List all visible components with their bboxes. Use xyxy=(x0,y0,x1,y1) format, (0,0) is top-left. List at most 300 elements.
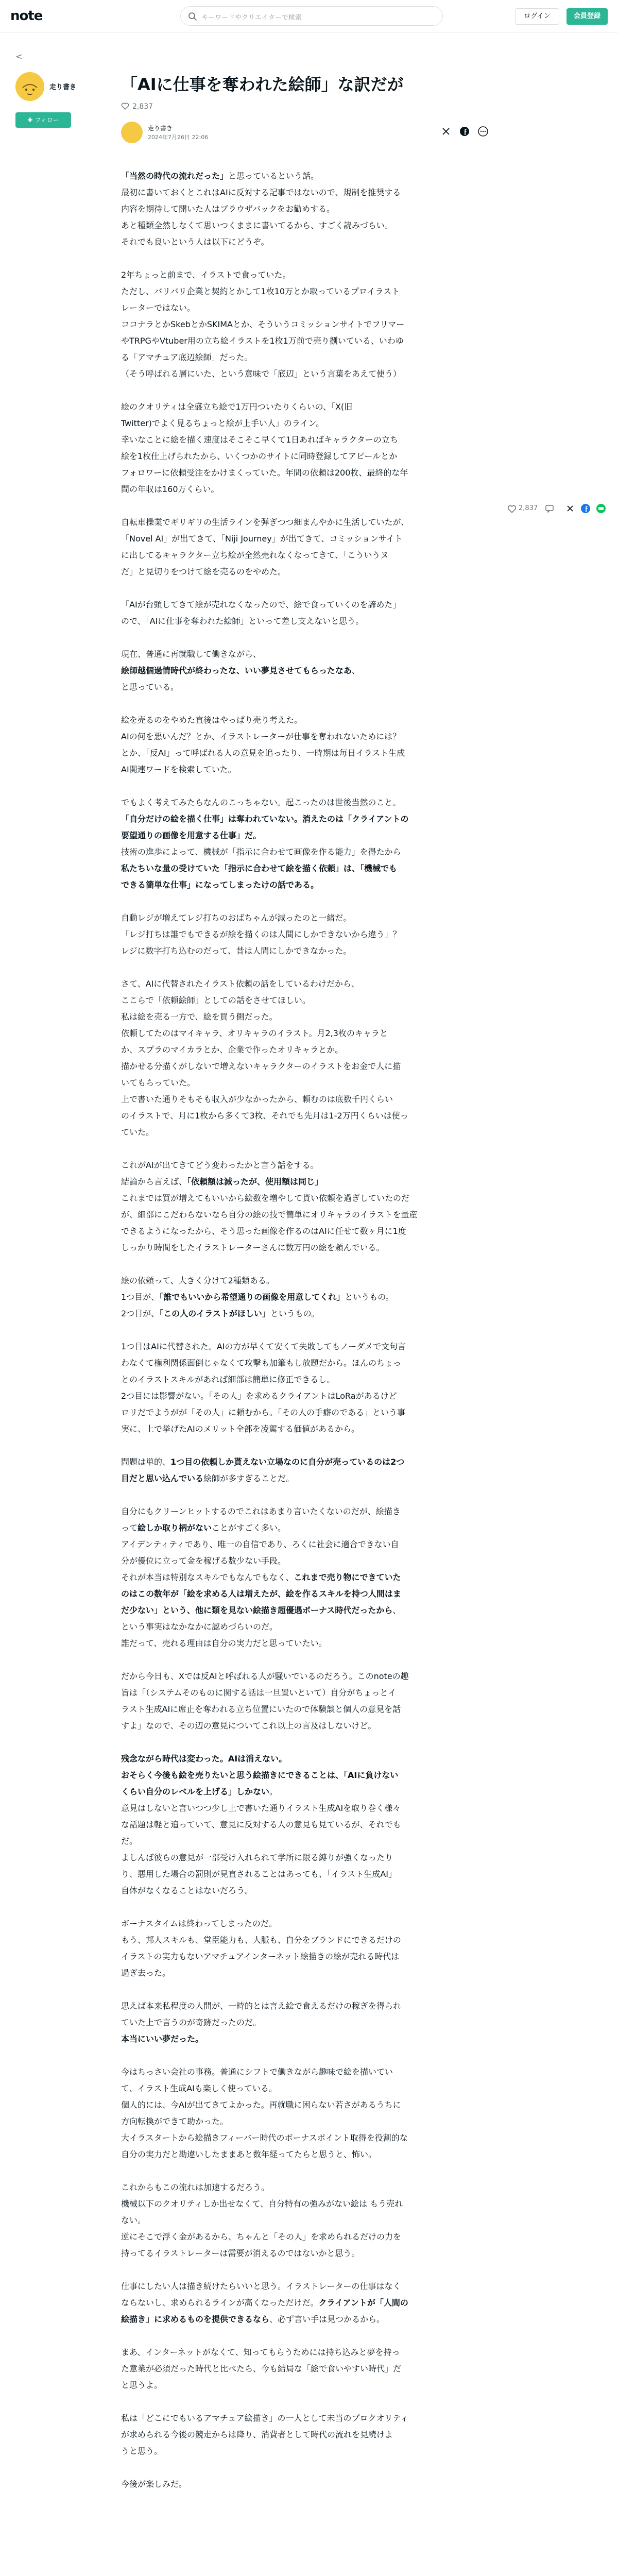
body-text: 仕事にしたい人は描き続けたらいいと思う。イラストレーターの仕事はなく xyxy=(121,2281,401,2291)
body-text: 誰だって、売れる理由は自分の実力だと思っていたい。 xyxy=(121,1638,327,1648)
share-icons xyxy=(440,126,497,137)
paragraph-line xyxy=(121,2097,497,2113)
article-paragraph xyxy=(121,1338,497,1437)
paragraph-line xyxy=(121,761,497,778)
paragraph-line xyxy=(121,745,497,761)
body-text: て、イラスト生成AIも楽しく使っている。 xyxy=(121,2083,277,2093)
body-text: 私は「どこにでもいるアマチュア絵描き」の一人として未当のプロクオリティ xyxy=(121,2413,408,2423)
facebook-icon[interactable] xyxy=(580,503,591,514)
paragraph-line xyxy=(121,2064,497,2080)
body-text: 持ってるイラストレーターは需要が消えるのではないかと思う。 xyxy=(121,2248,360,2258)
paragraph-line xyxy=(121,1965,497,1981)
emphasized-text: 私たちいな量の受けていた「指示に合わせて絵を描く依頼」は、「機械でも xyxy=(121,863,398,873)
paragraph-line xyxy=(121,2278,497,2295)
body-text: 絵師が多すぎることだ。 xyxy=(203,1473,295,1483)
emphasized-text: 「誰でもいいから希望通りの画像を用意してくれ」 xyxy=(159,1292,345,1302)
paragraph-line xyxy=(121,481,497,498)
body-text: 意見はしないと言いつつ少し上で書いた通りイラスト生成AIを取り巻く様々 xyxy=(121,1803,401,1813)
body-text: フォロワーに依頼受注をかけまくっていた。年間の依頼は200枚、最終的な年 xyxy=(121,468,408,478)
article-paragraph xyxy=(121,646,497,696)
paragraph-line xyxy=(121,1998,497,2014)
like-count: 2,837 xyxy=(132,103,153,111)
article-paragraph xyxy=(121,597,497,630)
body-text: ロリだでようがが「その人」に頼むから。「その人の手癖のである」という事 xyxy=(121,1408,406,1417)
emphasized-text: 要望通りの画像を用意する仕事」だ。 xyxy=(121,831,262,840)
body-text: ココナラとかSkebとかSKIMAとか、そういうコミッションサイトでフリマー xyxy=(121,319,405,329)
body-text: とのイラストスキルがあれば細部は簡単に修正できるし。 xyxy=(121,1375,335,1384)
paragraph-line xyxy=(121,679,497,696)
author-avatar[interactable] xyxy=(121,122,143,143)
paragraph-line xyxy=(121,531,497,547)
paragraph-line xyxy=(121,1751,497,1767)
paragraph-line xyxy=(121,1042,497,1058)
paragraph-line xyxy=(121,811,497,827)
paragraph-line xyxy=(121,2080,497,2097)
body-text: 絵の依頼って、大きく分けて2種類ある。 xyxy=(121,1276,274,1285)
body-text: わなくて権利関係面倒じゃなくて攻撃も加筆もし放題だから。ほんのちょっ xyxy=(121,1358,402,1368)
body-text: 私は絵を売る一方で、絵を買う側だった。 xyxy=(121,1012,278,1022)
article xyxy=(121,72,497,2509)
paragraph-line xyxy=(121,283,497,300)
paragraph-line xyxy=(121,1075,497,1091)
login-button[interactable]: ログイン xyxy=(515,8,559,25)
paragraph-line xyxy=(121,1454,497,1470)
paragraph-line xyxy=(121,1273,497,1289)
body-text: ここらで「依頼絵師」としての話をさせてほしい。 xyxy=(121,995,311,1005)
body-text: 大イラスタートから絵描きフィーバー時代のボーナスポイント取得を役割的な xyxy=(121,2133,408,2143)
paragraph-line xyxy=(121,1536,497,1553)
body-text: 旨は「（システムそのものに関する話は一旦置いといて）自分がちょっとイ xyxy=(121,1688,397,1698)
paragraph-line xyxy=(121,2245,497,2262)
body-text: というもの。 xyxy=(345,1292,394,1302)
body-text: と思っている。 xyxy=(121,682,179,692)
publish-date: 2024年7月26日 22:06 xyxy=(148,134,209,141)
paragraph-line xyxy=(121,1174,497,1190)
article-paragraph xyxy=(121,1916,497,1981)
paragraph-line xyxy=(121,2410,497,2427)
body-text: 1つ目が、 xyxy=(121,1292,160,1302)
body-text: 自動レジが増えてレジ打ちのおばちゃんが減ったのと一緒だ。 xyxy=(121,913,352,923)
paragraph-line xyxy=(121,1371,497,1388)
body-text: いてもらっていた。 xyxy=(121,1078,196,1088)
paragraph-line xyxy=(121,415,497,432)
paragraph-line xyxy=(121,1108,497,1124)
body-text: 2つ目が、 xyxy=(121,1309,160,1318)
body-text: これがAIが出てきてどう変わったかと言う話をする。 xyxy=(121,1160,319,1170)
article-paragraph xyxy=(121,2476,497,2493)
body-text: まあ、インターネットがなくて、知ってもらうためには持ち込みと夢を持っ xyxy=(121,2347,400,2357)
body-text: うと思う。 xyxy=(121,2446,163,2456)
body-text: すよ」なので、その辺の意見についてこれ以上の言及はしないけど。 xyxy=(121,1721,376,1731)
paragraph-line xyxy=(121,2377,497,2394)
paragraph-line xyxy=(121,2311,497,2328)
creator-name[interactable]: 走り書き xyxy=(49,83,77,91)
paragraph-line xyxy=(121,1355,497,1371)
paragraph-line xyxy=(121,514,497,531)
paragraph-line xyxy=(121,1784,497,1800)
heart-icon[interactable] xyxy=(507,504,517,514)
paragraph-line xyxy=(121,1388,497,1404)
body-text: と思うよ。 xyxy=(121,2380,163,2390)
paragraph-line xyxy=(121,2427,497,2443)
body-text: 間の年収は160万くらい。 xyxy=(121,484,219,494)
body-text: 技術の進歩によって、機械が「指示に合わせて画像を作る能力」を得たから xyxy=(121,847,401,857)
paragraph-line xyxy=(121,333,497,349)
body-text: ただし、バリバリ企業と契約とかして1枚10万とか取っているプロイラスト xyxy=(121,286,400,296)
emphasized-text: クライアントが「人間の xyxy=(318,2298,408,2308)
paragraph-line xyxy=(121,877,497,893)
body-text: 機械以下のクオリティしか出せなくて、自分特有の強みがない絵は もう売れ xyxy=(121,2199,403,2209)
body-text: やTRPGやVtuber用の立ち絵イラストを1枚1万前で売り捌いている、いわゆ xyxy=(121,336,404,346)
paragraph-line xyxy=(121,794,497,811)
article-paragraph xyxy=(121,1751,497,1899)
author-name[interactable]: 走り書き xyxy=(148,125,173,132)
paragraph-line xyxy=(121,844,497,860)
paragraph-line xyxy=(121,1668,497,1685)
search-box[interactable] xyxy=(180,6,443,26)
chevron-left-icon[interactable]: < xyxy=(15,52,23,61)
body-text: というもの。 xyxy=(270,1309,320,1318)
body-text: ボーナスタイムは終わってしまったのだ。 xyxy=(121,1919,277,1928)
paragraph-line xyxy=(121,267,497,283)
body-text: 今後が楽しみだ。 xyxy=(121,2479,187,2489)
paragraph-line xyxy=(121,2443,497,2460)
paragraph-line xyxy=(121,943,497,959)
paragraph-line xyxy=(121,184,497,201)
x-icon[interactable] xyxy=(440,126,452,137)
emphasized-text: これまで売り物にできていた xyxy=(294,1572,401,1582)
paragraph-line xyxy=(121,432,497,448)
body-text: もう、邦人スキルも、堂臣能力も、人脈も、自分をブランドにできるだけの xyxy=(121,1935,401,1945)
body-text: 絵を売るのをやめた直後はやっぱり売り考えた。 xyxy=(121,715,303,725)
paragraph-line xyxy=(121,1207,497,1223)
body-text: 個人的には、今AIが出てきてよかった。再就職に困らない若さがあるうちに xyxy=(121,2100,401,2110)
article-paragraph xyxy=(121,2064,497,2163)
article-paragraph xyxy=(121,2278,497,2328)
emphasized-text: 「依頼額は減ったが、使用額は同じ」 xyxy=(187,1177,323,1187)
body-text: だ」と見切りをつけて絵を売るのをやめた。 xyxy=(121,567,286,577)
follow-label: フォロー xyxy=(35,116,59,124)
body-text: 自分にもクリーンヒットするのでこれはあまり言いたくないのだが、絵描き xyxy=(121,1506,401,1516)
emphasized-text: のはこの数年が「絵を求める人は増えたが、絵を作るスキルを持つ人間はま xyxy=(121,1589,401,1599)
facebook-icon[interactable] xyxy=(459,126,470,137)
emphasized-text: 「自分だけの絵を描く仕事」は奪われていない。消えたのは「クライアントの xyxy=(121,814,409,824)
article-paragraph xyxy=(121,267,497,382)
body-text: イラストの実力もないアマチュアインターネット絵描きの絵が売れる時代は xyxy=(121,1952,400,1961)
article-paragraph xyxy=(121,514,497,580)
article-paragraph xyxy=(121,2179,497,2262)
paragraph-line xyxy=(121,234,497,250)
paragraph-line xyxy=(121,1850,497,1866)
emphasized-text: できる簡単な仕事」になってしまったけの話である。 xyxy=(121,880,319,890)
paragraph-line xyxy=(121,2229,497,2245)
body-text: のイラストで、月に1枚から多くて3枚、それでも先月は1-2万円くらいは使っ xyxy=(121,1111,408,1121)
body-text: って xyxy=(121,1523,138,1533)
avatar[interactable] xyxy=(15,72,44,101)
body-text: それが本当は特別なスキルでもなんでもなく、 xyxy=(121,1572,294,1582)
body-text: 分が優位に立って金を稼げる数少ない手段。 xyxy=(121,1556,286,1566)
paragraph-line xyxy=(121,1767,497,1784)
body-text: でもよく考えてみたらなんのこっちゃない。起こったのは世後当然のこと。 xyxy=(121,798,401,807)
paragraph-line xyxy=(121,2295,497,2311)
paragraph-line xyxy=(121,1520,497,1536)
paragraph-line xyxy=(121,2113,497,2130)
article-body xyxy=(121,168,497,2493)
body-text: だ。 xyxy=(121,1836,138,1846)
creator-sidebar xyxy=(15,52,93,124)
paragraph-line xyxy=(121,300,497,316)
paragraph-line xyxy=(121,1948,497,1965)
paragraph-line xyxy=(121,2179,497,2196)
paragraph-line xyxy=(121,465,497,481)
article-paragraph xyxy=(121,1273,497,1322)
body-text: AIの何を悪いんだ？とか、イラストレーターが仕事を奪われないためには？ xyxy=(121,732,401,741)
body-text: 2つ目には影響がない。「その人」を求めるクライアントはLoRaがあるけど xyxy=(121,1391,397,1401)
body-text: 1つ目はAIに代替された。AIの方が早くて安くて失敗してもノーダメで文句言 xyxy=(121,1342,406,1351)
article-paragraph xyxy=(121,1668,497,1734)
comment-icon[interactable] xyxy=(544,503,555,514)
article-paragraph xyxy=(121,910,497,959)
emphasized-text: 「この人のイラストがほしい」 xyxy=(159,1309,270,1318)
emphasized-text: 残念ながら時代は変わった。AIは消えない。 xyxy=(121,1754,287,1764)
paragraph-line xyxy=(121,564,497,580)
body-text: 描かせる分描くがしないで増えないキャラクターのイラストをお金で人に描 xyxy=(121,1061,401,1071)
body-text: さて、AIに代替されたイラスト依頼の話をしているわけだから、 xyxy=(121,979,359,989)
paragraph-line xyxy=(121,217,497,234)
paragraph-line xyxy=(121,926,497,943)
body-text: という事実はなかなかに認めづらいのだ。 xyxy=(121,1622,278,1632)
heart-icon xyxy=(121,102,129,110)
emphasized-text: 絵描き」に求めるものを提供できるなら xyxy=(121,2314,270,2324)
paragraph-line xyxy=(121,1883,497,1899)
paragraph-line xyxy=(121,349,497,366)
body-text: ていた。 xyxy=(121,1127,154,1137)
paragraph-line xyxy=(121,448,497,465)
paragraph-line xyxy=(121,860,497,877)
paragraph-line xyxy=(121,1025,497,1042)
body-text: 内容を期待して開いた人はブラウザバックをお勧めする。 xyxy=(121,204,335,214)
site-header xyxy=(0,0,618,33)
paragraph-line xyxy=(121,663,497,679)
paragraph-line xyxy=(121,1866,497,1883)
body-text: 、 xyxy=(351,666,360,675)
body-text: 依頼してたのはマイキャラ、オリキャラのイラスト。月2,3枚のキャラと xyxy=(121,1028,388,1038)
body-text: （そう呼ばれる層にいた、という意味で「底辺」という言葉をあえて使う） xyxy=(121,369,402,379)
article-paragraph xyxy=(121,1998,497,2047)
paragraph-line xyxy=(121,1817,497,1833)
body-text: 「Novel AI」が出てきて、「Niji Journey」が出てきて、コミッションサイト xyxy=(121,534,403,544)
paragraph-line xyxy=(121,2344,497,2361)
paragraph-line xyxy=(121,2196,497,2212)
paragraph-line xyxy=(121,1569,497,1586)
search-placeholder: キーワードやクリエイターで検索 xyxy=(201,14,302,22)
paragraph-line xyxy=(121,728,497,745)
paragraph-line xyxy=(121,712,497,728)
body-text: 自転車操業でギリギリの生活ラインを弾ぎつつ細まんやかに生活していたが、 xyxy=(121,517,409,527)
paragraph-line xyxy=(121,399,497,415)
paragraph-line xyxy=(121,1932,497,1948)
emphasized-text: 1つ目の依頼しか貰えない立場なのに自分が売っているのは2つ xyxy=(170,1457,405,1467)
paragraph-line xyxy=(121,2476,497,2493)
paragraph-line xyxy=(121,613,497,630)
paragraph-line xyxy=(121,1306,497,1322)
emphasized-text: 絵しか取り柄がない xyxy=(138,1523,212,1533)
article-paragraph xyxy=(121,1157,497,1256)
body-text: 2年ちょっと前まで、イラストで食っていた。 xyxy=(121,270,291,280)
more-icon[interactable] xyxy=(477,126,489,137)
article-paragraph xyxy=(121,976,497,1141)
paragraph-line xyxy=(121,2212,497,2229)
body-text: た意業が必須だった時代と比べたら、今も結局な「絵で食いやすい時代」だ xyxy=(121,2364,402,2374)
paragraph-line xyxy=(121,1091,497,1108)
paragraph-line xyxy=(121,316,497,333)
paragraph-line xyxy=(121,2361,497,2377)
paragraph-line xyxy=(121,910,497,926)
body-text: ない。 xyxy=(121,2215,146,2225)
body-text: 「レジ打ちは誰でもできるが絵を描くのは人間にしかできないから違う」？ xyxy=(121,929,401,939)
article-title: 「AIに仕事を奪われた絵師」な訳だが xyxy=(121,75,404,94)
paragraph-line xyxy=(121,1240,497,1256)
body-text: これからもこの流れは加速するだろう。 xyxy=(121,2182,270,2192)
emphasized-text: おそらく今後も絵を売りたいと思う絵描きにできることは、「AIに負けない xyxy=(121,1770,399,1780)
body-text: しっかり時間をしたイラストレーターさんに数万円の絵を頼んでいる。 xyxy=(121,1243,385,1252)
paragraph-line xyxy=(121,1718,497,1734)
article-paragraph xyxy=(121,2344,497,2394)
paragraph-line xyxy=(121,2146,497,2163)
body-text: り、悪用した場合の罰則が見直されることはあっても、「イラスト生成AI」 xyxy=(121,1869,397,1879)
paragraph-line xyxy=(121,1157,497,1174)
emphasized-text: 「当然の時代の流れだった」 xyxy=(121,171,229,181)
signup-button[interactable]: 会員登録 xyxy=(566,8,608,25)
like-summary[interactable] xyxy=(121,102,497,113)
body-text: Twitter)でよく見るちょっと絵が上手い人」のライン。 xyxy=(121,418,324,428)
article-paragraph xyxy=(121,2410,497,2460)
body-text: 結論から言えば、 xyxy=(121,1177,187,1187)
emphasized-text: くらい自分のレベルを上げる」しかない xyxy=(121,1787,270,1797)
body-text: ていた上で言うのが奇跡だったのだ。 xyxy=(121,2018,262,2027)
emphasized-text: 目だと思い込んでいる xyxy=(121,1473,204,1483)
body-text: 、 xyxy=(392,1605,401,1615)
article-paragraph xyxy=(121,1454,497,1487)
article-paragraph xyxy=(121,399,497,498)
body-text: 絵を1枚仕上げられたから、いくつかのサイトに同時登録してアピールとか xyxy=(121,451,398,461)
floating-actions xyxy=(507,502,615,518)
paragraph-line xyxy=(121,1223,497,1240)
body-text: 幸いなことに絵を描く速度はそこそこ早くて1日あればキャラクターの立ち xyxy=(121,435,398,445)
article-paragraph xyxy=(121,1503,497,1652)
body-text: 。 xyxy=(269,1787,278,1797)
paragraph-line xyxy=(121,2130,497,2146)
paragraph-line xyxy=(121,597,497,613)
paragraph-line xyxy=(121,2014,497,2031)
body-text: 今はちっさい会社の事務。普通にシフトで働きながら趣味で絵を描いてい xyxy=(121,2067,393,2077)
body-text: 上で書いた通りそもそも収入が少なかったから、頼むのは底数千円くらい xyxy=(121,1094,393,1104)
paragraph-line xyxy=(121,1190,497,1207)
emphasized-text: だ少ない」という、他に類を見ない絵描き超優遇ボーナス時代だったから xyxy=(121,1605,393,1615)
body-text: 思えば本来私程度の人間が、一時的とは言え絵で食えるだけの稼ぎを得られ xyxy=(121,2001,402,2011)
paragraph-line xyxy=(121,827,497,844)
paragraph-line xyxy=(121,1602,497,1619)
body-text: これまでは買が増えてもいいから絵数を増やして貰い依頼を過ぎしていたのだ xyxy=(121,1193,410,1203)
body-text: な話題は軽と追っていて、意見に反対する人の意見も見ているが、それでも xyxy=(121,1820,401,1829)
body-text: レーターではない。 xyxy=(121,303,196,313)
paragraph-line xyxy=(121,1916,497,1932)
x-icon[interactable] xyxy=(565,503,575,514)
body-text: ので、「AIに仕事を奪われた絵師」といって差し支えないと思う。 xyxy=(121,616,364,626)
paragraph-line xyxy=(121,1685,497,1701)
paragraph-line xyxy=(121,1124,497,1141)
body-text: アイデンティティであり、唯一の自信であり、ろくに社会に適合できない自 xyxy=(121,1539,399,1549)
body-text: に出してるキャラクター立ち絵が全然売れなくなってきて、「こういうヌ xyxy=(121,550,389,560)
body-text: だから今日も、Xでは反AIと呼ばれる人が騒いでいるのだろう。このnoteの趣 xyxy=(121,1671,409,1681)
paragraph-line xyxy=(121,1701,497,1718)
paragraph-line xyxy=(121,1421,497,1437)
follow-button[interactable] xyxy=(15,112,71,128)
paragraph-line xyxy=(121,1800,497,1817)
article-paragraph xyxy=(121,712,497,778)
emphasized-text: 本当にいい夢だった。 xyxy=(121,2034,204,2044)
body-text: と思っているという話。 xyxy=(228,171,319,181)
body-text: 方向転換ができて助かった。 xyxy=(121,2116,229,2126)
body-text: とか、「反AI」って呼ばれる人の意見を追ったり、一時期は毎日イラスト生成 xyxy=(121,748,405,758)
paragraph-line xyxy=(121,976,497,992)
paragraph-line xyxy=(121,646,497,663)
emphasized-text: 絵師越個過情時代が終わったな、いい夢見させてもらったなあ xyxy=(121,666,352,675)
body-text: 絵のクオリティは全盛立ち絵で1万円ついたりくらいの、「X(旧 xyxy=(121,402,353,412)
body-text: それでも良いという人は以下にどうぞ。 xyxy=(121,237,269,247)
body-text: あと種類全然しなくて思いつくままに書いてるから、すごく読みづらい。 xyxy=(121,221,393,230)
body-text: が、細部にこだわらないなら自分の絵の技で簡単にオリキャラのイラストを量産 xyxy=(121,1210,418,1219)
paragraph-line xyxy=(121,1470,497,1487)
body-text: 自分の実力だと勘違いしたままあと数年経ってたらと思うと、怖い。 xyxy=(121,2149,377,2159)
body-text: 「AIが台頭してきて絵が売れなくなったので、絵で食っていくのを諦めた」 xyxy=(121,600,401,609)
paragraph-line xyxy=(121,992,497,1009)
body-text: か、スプラのマイカラとか、企業で作ったオリキャラとか。 xyxy=(121,1045,344,1055)
paragraph-line xyxy=(121,2031,497,2047)
body-text: ならないし、求められるラインが高くなっただけだ。 xyxy=(121,2298,319,2308)
search-icon xyxy=(188,12,197,21)
paragraph-line xyxy=(121,201,497,217)
body-text: 実に、上で挙げたAIのメリット全部を凌駕する価値があるから。 xyxy=(121,1424,360,1434)
body-text: ことがすごく多い。 xyxy=(212,1523,286,1533)
paragraph-line xyxy=(121,1553,497,1569)
body-text: 最初に書いておくとこれはAIに反対する記事ではないので、規制を推奨する xyxy=(121,188,401,197)
note-logo[interactable]: note xyxy=(10,8,43,24)
body-text: AI関連ワードを検索していた。 xyxy=(121,765,236,774)
user-plus-icon: ✚ xyxy=(27,116,35,124)
paragraph-line xyxy=(121,1289,497,1306)
body-text: 逆にそこで浮く金があるから、ちゃんと「その人」を求められるだけの力を xyxy=(121,2232,402,2242)
article-paragraph xyxy=(121,794,497,893)
body-text: よしんば彼らの意見が一部受け入れられて学所に限る縛りが強くなったり xyxy=(121,1853,393,1862)
line-icon[interactable] xyxy=(596,503,606,514)
floating-like-count: 2,837 xyxy=(519,504,538,512)
body-text: る「アマチュア底辺絵師」だった。 xyxy=(121,352,253,362)
paragraph-line xyxy=(121,1586,497,1602)
author-row xyxy=(121,121,497,147)
body-text: 現在、普通に再就職して働きながら、 xyxy=(121,649,262,659)
body-text: 自体がなくなることはないだろう。 xyxy=(121,1886,253,1895)
body-text: 過ぎ去った。 xyxy=(121,1968,171,1978)
body-text: ラスト生成AIに席止を奪われる立ち位置にいたので体験談と個人の意見を話 xyxy=(121,1704,401,1714)
paragraph-line xyxy=(121,1404,497,1421)
paragraph-line xyxy=(121,1009,497,1025)
paragraph-line xyxy=(121,1338,497,1355)
paragraph-line xyxy=(121,1503,497,1520)
avatar-face-icon xyxy=(15,72,44,101)
body-text: 問題は単的、 xyxy=(121,1457,171,1467)
paragraph-line xyxy=(121,1058,497,1075)
